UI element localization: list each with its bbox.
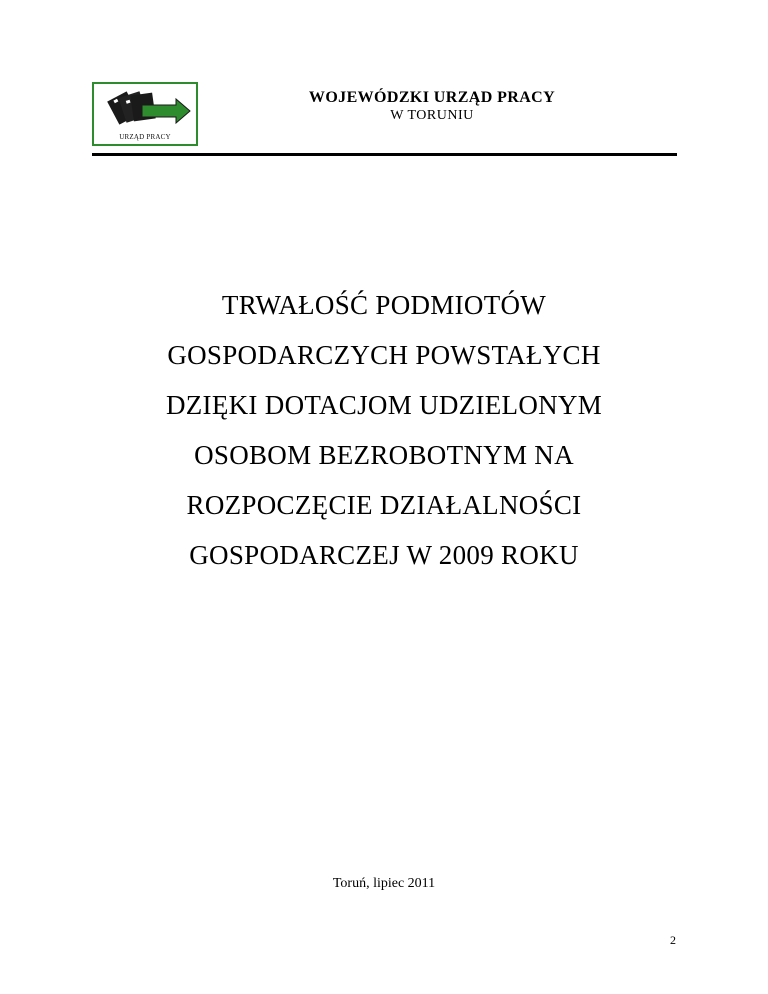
title-line: ROZPOCZĘCIE DZIAŁALNOŚCI xyxy=(186,490,582,520)
cards-arrow-icon xyxy=(98,87,194,131)
title-line: DZIĘKI DOTACJOM UDZIELONYM xyxy=(165,390,603,420)
title-line: GOSPODARCZYCH POWSTAŁYCH xyxy=(167,340,601,370)
title-line: GOSPODARCZEJ W 2009 ROKU xyxy=(189,540,579,570)
urzad-pracy-logo xyxy=(92,82,198,146)
title-line: OSOBOM BEZROBOTNYM NA xyxy=(194,440,574,470)
header-divider xyxy=(92,153,677,156)
organization-name: WOJEWÓDZKI URZĄD PRACY xyxy=(308,89,556,106)
organization-city: W TORUNIU xyxy=(390,108,474,123)
place-and-date: Toruń, lipiec 2011 xyxy=(332,876,436,891)
page-header xyxy=(92,82,677,158)
page-number: 2 xyxy=(670,933,676,947)
document-title xyxy=(90,280,678,580)
logo-caption: URZĄD PRACY xyxy=(119,133,171,141)
title-line: TRWAŁOŚĆ PODMIOTÓW xyxy=(221,290,547,320)
